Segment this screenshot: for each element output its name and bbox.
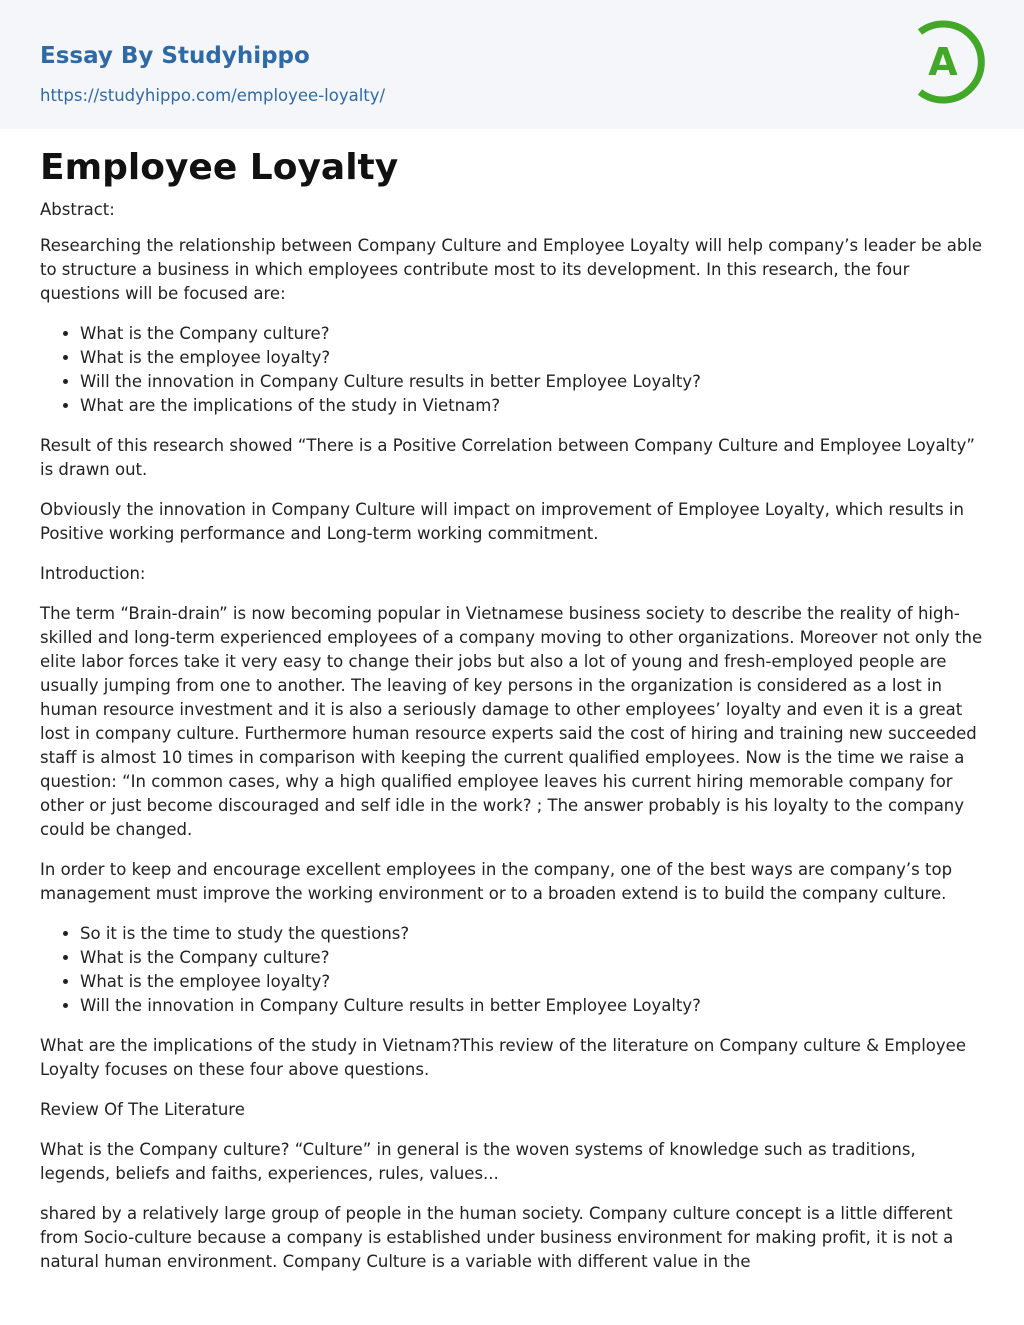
- introduction-paragraph-1: The term “Brain-drain” is now becoming popular in Vietnamese business society to describe the reality of high-skilled and long-term experienced employees of a company moving to other organizations. Moreover not only the elite labor forces take it very easy to change their jobs but also a lot of young and fresh-employed people are usually jumping from one to another. The leaving of key persons in the organization is considered as a lost in human resource investment and it is also a seriously damage to other employees’ loyalty and even it is a great lost in company culture. Furthermore human resource experts said the cost of hiring and training new succeeded staff is almost 10 times in comparison with keeping the current qualified employees. Now is the time we raise a question: “In common cases, why a high qualified employee leaves his current hiring memorable company for other or just become discouraged and self idle in the work? ; The answer probably is his loyalty to the company could be changed.: [40, 604, 983, 839]
- introduction-paragraph-3: What are the implications of the study in Vietnam?This review of the literature on Company culture & Employee Loyalty focuses on these four above questions.: [40, 1036, 966, 1079]
- list-item: • Will the innovation in Company Culture results in better Employee Loyalty?: [80, 994, 984, 1018]
- list-item: • What are the implications of the study in Vietnam?: [80, 394, 984, 418]
- introduction-paragraph-2: In order to keep and encourage excellent employees in the company, one of the best ways are company’s top management must improve the working environment or to a broaden extend is to build the company culture.: [40, 860, 953, 903]
- abstract-paragraph-1: Researching the relationship between Company Culture and Employee Loyalty will help company’s leader be able to structure a business in which employees contribute most to its development. In this research, the four questions will be focused are:: [40, 236, 983, 303]
- abstract-label: Abstract:: [40, 200, 115, 219]
- essay-title: Employee Loyalty: [40, 147, 399, 188]
- review-paragraph-1: What is the Company culture? “Culture” in general is the woven systems of knowledge such as traditions, legends, beliefs and faiths, experiences, rules, values...: [40, 1140, 916, 1183]
- site-header: [0, 0, 1024, 129]
- review-label: Review Of The Literature: [40, 1100, 245, 1119]
- brand-title[interactable]: Essay By Studyhippo: [40, 43, 310, 69]
- list-item: • What is the Company culture?: [80, 946, 984, 970]
- questions-list-2: [40, 922, 984, 1018]
- introduction-label: Introduction:: [40, 564, 146, 583]
- essay-url-link[interactable]: https://studyhippo.com/employee-loyalty/: [40, 86, 386, 105]
- abstract-paragraph-2: Result of this research showed “There is a Positive Correlation between Company Culture and Employee Loyalty” is drawn out.: [40, 436, 975, 479]
- abstract-paragraph-3: Obviously the innovation in Company Culture will impact on improvement of Employee Loyalty, which results in Positive working performance and Long-term working commitment.: [40, 500, 964, 543]
- svg-text:A: A: [928, 40, 958, 84]
- list-item: • What is the employee loyalty?: [80, 346, 984, 370]
- list-item: • So it is the time to study the questions?: [80, 922, 984, 946]
- essay-content: [0, 148, 1024, 1274]
- questions-list-1: [40, 322, 984, 418]
- list-item: • Will the innovation in Company Culture results in better Employee Loyalty?: [80, 370, 984, 394]
- list-item: • What is the Company culture?: [80, 322, 984, 346]
- list-item: • What is the employee loyalty?: [80, 970, 984, 994]
- studyhippo-logo-icon[interactable]: [914, 18, 986, 106]
- review-paragraph-2: shared by a relatively large group of people in the human society. Company culture concept is a little different from Socio-culture because a company is established under business environment for making profit, it is not a natural human environment. Company Culture is a variable with different value in the: [40, 1204, 954, 1271]
